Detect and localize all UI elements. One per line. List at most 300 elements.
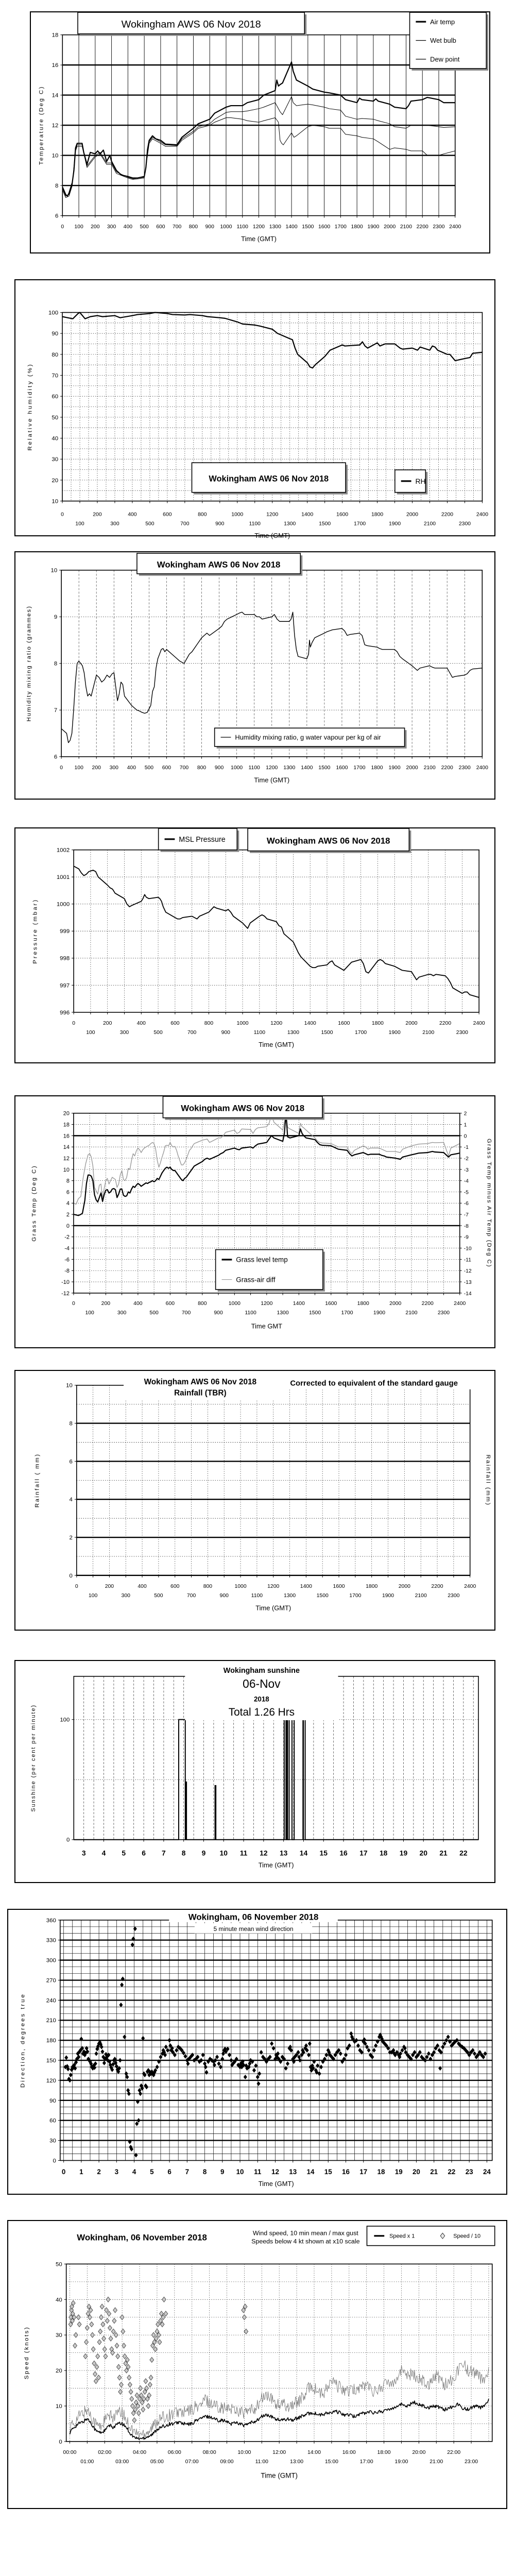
svg-text:23: 23 bbox=[465, 2168, 473, 2176]
svg-text:Air temp: Air temp bbox=[430, 18, 455, 26]
svg-text:07:00: 07:00 bbox=[185, 2459, 199, 2465]
svg-text:Grass Temp (Deg C): Grass Temp (Deg C) bbox=[31, 1164, 38, 1242]
svg-text:200: 200 bbox=[105, 1584, 114, 1590]
svg-text:600: 600 bbox=[162, 765, 171, 771]
svg-text:300: 300 bbox=[121, 1592, 130, 1599]
svg-text:14:00: 14:00 bbox=[307, 2450, 321, 2456]
svg-text:-13: -13 bbox=[464, 1280, 472, 1286]
svg-text:2000: 2000 bbox=[406, 765, 418, 771]
svg-text:Wokingham AWS 06 Nov 2018: Wokingham AWS 06 Nov 2018 bbox=[266, 836, 390, 846]
svg-text:8: 8 bbox=[181, 1849, 186, 1857]
svg-text:Rainfall (TBR): Rainfall (TBR) bbox=[174, 1388, 227, 1398]
svg-text:08:00: 08:00 bbox=[202, 2450, 216, 2456]
svg-text:1600: 1600 bbox=[338, 1021, 350, 1027]
svg-text:6: 6 bbox=[69, 1459, 73, 1465]
svg-text:270: 270 bbox=[46, 1977, 56, 1984]
svg-text:500: 500 bbox=[140, 224, 149, 230]
sunshine-chart bbox=[14, 1660, 495, 1883]
svg-text:2300: 2300 bbox=[458, 765, 471, 771]
svg-text:900: 900 bbox=[214, 1310, 223, 1316]
svg-text:400: 400 bbox=[128, 512, 137, 518]
svg-text:3: 3 bbox=[81, 1849, 86, 1857]
svg-text:12: 12 bbox=[63, 1155, 70, 1162]
svg-text:1400: 1400 bbox=[301, 765, 313, 771]
svg-text:Relative humidity (%): Relative humidity (%) bbox=[27, 363, 33, 451]
svg-text:2300: 2300 bbox=[437, 1310, 450, 1316]
svg-text:10: 10 bbox=[219, 1849, 228, 1857]
svg-text:20: 20 bbox=[56, 2368, 62, 2375]
svg-text:1700: 1700 bbox=[355, 1029, 367, 1036]
svg-text:Rainfall (mm): Rainfall (mm) bbox=[485, 1454, 491, 1506]
svg-text:2100: 2100 bbox=[423, 765, 436, 771]
svg-text:500: 500 bbox=[149, 1310, 159, 1316]
svg-text:1200: 1200 bbox=[252, 224, 265, 230]
svg-text:100: 100 bbox=[75, 521, 84, 527]
svg-text:18: 18 bbox=[63, 1122, 70, 1128]
svg-text:1900: 1900 bbox=[367, 224, 380, 230]
svg-text:1500: 1500 bbox=[321, 1029, 333, 1036]
svg-text:0: 0 bbox=[69, 1572, 73, 1579]
svg-text:-10: -10 bbox=[464, 1246, 472, 1252]
svg-text:1100: 1100 bbox=[253, 1029, 266, 1036]
svg-text:18: 18 bbox=[52, 32, 59, 39]
svg-text:1400: 1400 bbox=[300, 1584, 312, 1590]
svg-text:01:00: 01:00 bbox=[80, 2459, 94, 2465]
svg-text:04:00: 04:00 bbox=[133, 2450, 147, 2456]
svg-text:2400: 2400 bbox=[449, 224, 461, 230]
svg-text:18:00: 18:00 bbox=[377, 2450, 391, 2456]
svg-text:0: 0 bbox=[75, 1584, 78, 1590]
svg-text:Grass-air diff: Grass-air diff bbox=[236, 1276, 276, 1284]
svg-text:Speeds below 4 kt shown at x10: Speeds below 4 kt shown at x10 scale bbox=[251, 2238, 360, 2245]
svg-text:06:00: 06:00 bbox=[167, 2450, 181, 2456]
svg-text:16: 16 bbox=[63, 1133, 70, 1140]
svg-text:1900: 1900 bbox=[388, 765, 401, 771]
svg-text:2100: 2100 bbox=[422, 1029, 435, 1036]
svg-text:700: 700 bbox=[180, 521, 190, 527]
svg-text:-4: -4 bbox=[464, 1178, 469, 1184]
rainfall-chart bbox=[14, 1370, 495, 1631]
svg-text:-7: -7 bbox=[464, 1212, 469, 1218]
svg-text:1000: 1000 bbox=[234, 1584, 247, 1590]
svg-text:8: 8 bbox=[202, 2168, 207, 2176]
svg-text:70: 70 bbox=[52, 372, 59, 379]
svg-text:-9: -9 bbox=[464, 1234, 469, 1241]
svg-text:800: 800 bbox=[204, 1021, 214, 1027]
svg-text:1100: 1100 bbox=[249, 521, 261, 527]
svg-text:-4: -4 bbox=[64, 1245, 70, 1252]
svg-text:-8: -8 bbox=[464, 1223, 469, 1229]
svg-text:600: 600 bbox=[165, 1301, 175, 1307]
svg-text:0: 0 bbox=[72, 1021, 75, 1027]
svg-text:17: 17 bbox=[359, 1849, 368, 1857]
svg-text:600: 600 bbox=[170, 1584, 180, 1590]
svg-text:03:00: 03:00 bbox=[115, 2459, 129, 2465]
svg-text:0: 0 bbox=[61, 2168, 66, 2176]
svg-text:2100: 2100 bbox=[405, 1310, 418, 1316]
svg-text:6: 6 bbox=[142, 1849, 146, 1857]
svg-text:2: 2 bbox=[97, 2168, 101, 2176]
svg-text:4: 4 bbox=[69, 1497, 73, 1503]
svg-text:12: 12 bbox=[271, 2168, 279, 2176]
svg-text:2300: 2300 bbox=[458, 521, 471, 527]
svg-text:2200: 2200 bbox=[431, 1584, 443, 1590]
svg-text:10: 10 bbox=[236, 2168, 244, 2176]
svg-text:13:00: 13:00 bbox=[290, 2459, 304, 2465]
svg-text:0: 0 bbox=[61, 512, 64, 518]
svg-text:500: 500 bbox=[144, 765, 154, 771]
svg-text:200: 200 bbox=[91, 224, 100, 230]
svg-text:-12: -12 bbox=[61, 1290, 70, 1297]
svg-text:-6: -6 bbox=[464, 1201, 469, 1207]
svg-text:700: 700 bbox=[172, 224, 182, 230]
svg-text:500: 500 bbox=[154, 1592, 163, 1599]
svg-text:2400: 2400 bbox=[464, 1584, 476, 1590]
svg-text:100: 100 bbox=[48, 310, 59, 316]
svg-text:05:00: 05:00 bbox=[150, 2459, 164, 2465]
svg-text:Grass Temp minus Air Temp (Deg: Grass Temp minus Air Temp (Deg C) bbox=[486, 1139, 492, 1268]
svg-text:-8: -8 bbox=[64, 1268, 70, 1275]
svg-text:2100: 2100 bbox=[423, 521, 436, 527]
svg-text:1700: 1700 bbox=[354, 521, 366, 527]
svg-text:50: 50 bbox=[52, 414, 59, 421]
svg-text:1300: 1300 bbox=[269, 224, 281, 230]
svg-text:700: 700 bbox=[179, 765, 189, 771]
svg-text:2200: 2200 bbox=[421, 1301, 434, 1307]
svg-text:Speed / 10: Speed / 10 bbox=[453, 2233, 481, 2240]
svg-text:900: 900 bbox=[214, 765, 224, 771]
svg-text:300: 300 bbox=[119, 1029, 129, 1036]
air-temperature-chart bbox=[30, 11, 490, 253]
svg-text:1400: 1400 bbox=[293, 1301, 305, 1307]
svg-text:9: 9 bbox=[201, 1849, 206, 1857]
svg-text:1000: 1000 bbox=[56, 901, 70, 908]
svg-text:4: 4 bbox=[66, 1200, 70, 1207]
svg-text:1800: 1800 bbox=[366, 1584, 378, 1590]
svg-text:20:00: 20:00 bbox=[412, 2450, 426, 2456]
svg-text:Time (GMT): Time (GMT) bbox=[255, 1604, 291, 1612]
wind-speed-chart bbox=[7, 2220, 507, 2509]
svg-text:-2: -2 bbox=[464, 1156, 469, 1162]
svg-text:4: 4 bbox=[101, 1849, 106, 1857]
svg-text:900: 900 bbox=[221, 1029, 230, 1036]
svg-text:300: 300 bbox=[110, 521, 119, 527]
svg-text:2100: 2100 bbox=[400, 224, 413, 230]
svg-text:1000: 1000 bbox=[231, 765, 243, 771]
svg-text:8: 8 bbox=[66, 1178, 70, 1184]
svg-text:200: 200 bbox=[92, 765, 101, 771]
svg-text:330: 330 bbox=[46, 1937, 56, 1944]
svg-text:Time (GMT): Time (GMT) bbox=[241, 235, 277, 243]
svg-text:16: 16 bbox=[52, 62, 59, 69]
svg-text:Wind speed, 10 min mean / max: Wind speed, 10 min mean / max gust bbox=[252, 2229, 358, 2237]
svg-text:4: 4 bbox=[132, 2168, 136, 2176]
svg-text:0: 0 bbox=[59, 2438, 62, 2445]
svg-text:7: 7 bbox=[54, 707, 58, 714]
svg-text:9: 9 bbox=[220, 2168, 225, 2176]
rainfall-plot bbox=[15, 1371, 494, 1630]
svg-text:1900: 1900 bbox=[373, 1310, 386, 1316]
svg-text:1600: 1600 bbox=[333, 1584, 345, 1590]
svg-text:Speed (knots): Speed (knots) bbox=[24, 2326, 30, 2380]
svg-text:800: 800 bbox=[203, 1584, 213, 1590]
svg-text:120: 120 bbox=[46, 2077, 56, 2084]
svg-text:800: 800 bbox=[198, 1301, 207, 1307]
svg-text:1900: 1900 bbox=[388, 1029, 401, 1036]
svg-text:1000: 1000 bbox=[231, 512, 244, 518]
svg-text:1700: 1700 bbox=[349, 1592, 362, 1599]
svg-text:Wokingham, 06 November 2018: Wokingham, 06 November 2018 bbox=[77, 2232, 207, 2243]
svg-text:999: 999 bbox=[60, 928, 70, 935]
svg-text:1000: 1000 bbox=[236, 1021, 249, 1027]
svg-text:2200: 2200 bbox=[439, 1021, 452, 1027]
svg-text:500: 500 bbox=[153, 1029, 163, 1036]
svg-text:Wokingham AWS 06 Nov 2018: Wokingham AWS 06 Nov 2018 bbox=[121, 19, 261, 30]
svg-text:700: 700 bbox=[187, 1029, 197, 1036]
svg-text:900: 900 bbox=[215, 521, 225, 527]
svg-text:7: 7 bbox=[185, 2168, 190, 2176]
svg-text:500: 500 bbox=[145, 521, 154, 527]
svg-text:1800: 1800 bbox=[351, 224, 363, 230]
svg-text:1700: 1700 bbox=[334, 224, 347, 230]
svg-text:0: 0 bbox=[72, 1301, 75, 1307]
svg-text:2300: 2300 bbox=[433, 224, 445, 230]
svg-text:6: 6 bbox=[167, 2168, 171, 2176]
svg-text:1800: 1800 bbox=[371, 1021, 384, 1027]
svg-text:0: 0 bbox=[61, 224, 64, 230]
svg-text:900: 900 bbox=[219, 1592, 229, 1599]
svg-text:1900: 1900 bbox=[382, 1592, 394, 1599]
humidity-mixing-ratio-chart bbox=[14, 551, 495, 800]
svg-text:11:00: 11:00 bbox=[255, 2459, 268, 2465]
svg-text:19: 19 bbox=[394, 2168, 403, 2176]
svg-text:180: 180 bbox=[46, 2038, 56, 2044]
svg-text:16: 16 bbox=[339, 1849, 348, 1857]
svg-text:1300: 1300 bbox=[283, 765, 296, 771]
svg-text:22: 22 bbox=[459, 1849, 468, 1857]
svg-text:100: 100 bbox=[86, 1029, 95, 1036]
svg-text:30: 30 bbox=[52, 456, 59, 463]
svg-text:5: 5 bbox=[150, 2168, 154, 2176]
svg-text:14: 14 bbox=[306, 2168, 315, 2176]
svg-text:400: 400 bbox=[127, 765, 136, 771]
svg-text:2000: 2000 bbox=[406, 512, 419, 518]
svg-text:2000: 2000 bbox=[384, 224, 396, 230]
svg-text:21:00: 21:00 bbox=[430, 2459, 443, 2465]
humidity-mixing-ratio-plot bbox=[15, 552, 494, 799]
svg-text:-11: -11 bbox=[464, 1257, 471, 1263]
air-temperature-plot bbox=[31, 12, 489, 252]
svg-text:10:00: 10:00 bbox=[237, 2450, 251, 2456]
svg-text:09:00: 09:00 bbox=[220, 2459, 234, 2465]
svg-text:2200: 2200 bbox=[441, 765, 453, 771]
svg-text:-3: -3 bbox=[464, 1167, 469, 1173]
svg-text:-6: -6 bbox=[64, 1257, 70, 1263]
svg-text:-10: -10 bbox=[61, 1279, 70, 1286]
msl-pressure-chart bbox=[14, 827, 495, 1063]
svg-text:8: 8 bbox=[69, 1420, 73, 1427]
svg-text:997: 997 bbox=[60, 982, 70, 989]
wind-direction-plot bbox=[8, 1910, 506, 2194]
svg-text:600: 600 bbox=[156, 224, 165, 230]
svg-text:60: 60 bbox=[52, 394, 59, 400]
svg-text:90: 90 bbox=[49, 2097, 56, 2104]
svg-text:1300: 1300 bbox=[283, 1592, 296, 1599]
svg-text:Time (GMT): Time (GMT) bbox=[254, 776, 290, 784]
svg-text:0: 0 bbox=[464, 1133, 467, 1140]
svg-text:Direction, degrees true: Direction, degrees true bbox=[20, 1993, 26, 2088]
svg-text:300: 300 bbox=[107, 224, 116, 230]
grass-temperature-plot bbox=[15, 1096, 494, 1347]
svg-text:300: 300 bbox=[117, 1310, 127, 1316]
svg-text:1500: 1500 bbox=[308, 1310, 321, 1316]
svg-text:Time (GMT): Time (GMT) bbox=[258, 2180, 294, 2188]
svg-text:Wokingham AWS 06 Nov 2018: Wokingham AWS 06 Nov 2018 bbox=[209, 474, 329, 484]
svg-text:90: 90 bbox=[52, 331, 59, 337]
svg-text:200: 200 bbox=[101, 1301, 111, 1307]
svg-text:MSL Pressure: MSL Pressure bbox=[179, 835, 226, 844]
svg-text:-14: -14 bbox=[464, 1291, 472, 1297]
svg-text:0: 0 bbox=[53, 2158, 56, 2164]
svg-text:6: 6 bbox=[55, 213, 59, 219]
svg-text:22:00: 22:00 bbox=[447, 2450, 461, 2456]
svg-text:50: 50 bbox=[56, 2261, 62, 2268]
svg-text:-2: -2 bbox=[64, 1234, 70, 1241]
svg-text:100: 100 bbox=[88, 1592, 98, 1599]
svg-text:360: 360 bbox=[46, 1917, 56, 1924]
svg-text:0: 0 bbox=[60, 765, 63, 771]
svg-text:-5: -5 bbox=[464, 1190, 469, 1196]
svg-text:23:00: 23:00 bbox=[465, 2459, 478, 2465]
svg-text:Rainfall ( mm): Rainfall ( mm) bbox=[34, 1453, 41, 1508]
svg-text:1900: 1900 bbox=[388, 521, 401, 527]
svg-text:10: 10 bbox=[63, 1166, 70, 1173]
svg-text:18: 18 bbox=[379, 1849, 388, 1857]
grass-temperature-chart bbox=[14, 1095, 495, 1348]
relative-humidity-chart bbox=[14, 279, 495, 539]
svg-text:1500: 1500 bbox=[302, 224, 314, 230]
svg-text:300: 300 bbox=[46, 1957, 56, 1964]
svg-text:1800: 1800 bbox=[357, 1301, 369, 1307]
svg-text:1400: 1400 bbox=[285, 224, 298, 230]
svg-text:200: 200 bbox=[93, 512, 102, 518]
svg-text:1200: 1200 bbox=[270, 1021, 283, 1027]
svg-text:40: 40 bbox=[56, 2297, 62, 2303]
svg-text:400: 400 bbox=[136, 1021, 146, 1027]
svg-text:2000: 2000 bbox=[405, 1021, 418, 1027]
svg-text:12: 12 bbox=[260, 1849, 268, 1857]
svg-text:2100: 2100 bbox=[415, 1592, 427, 1599]
svg-text:1100: 1100 bbox=[251, 1592, 263, 1599]
svg-text:1100: 1100 bbox=[236, 224, 248, 230]
svg-text:-1: -1 bbox=[464, 1145, 469, 1151]
svg-text:1002: 1002 bbox=[56, 847, 70, 854]
svg-text:10: 10 bbox=[50, 567, 58, 574]
svg-text:8: 8 bbox=[55, 183, 59, 190]
svg-text:700: 700 bbox=[181, 1310, 191, 1316]
svg-text:400: 400 bbox=[138, 1584, 147, 1590]
svg-text:21: 21 bbox=[439, 1849, 448, 1857]
svg-text:3: 3 bbox=[114, 2168, 119, 2176]
svg-text:996: 996 bbox=[60, 1009, 70, 1016]
svg-text:1001: 1001 bbox=[56, 874, 70, 881]
svg-text:10: 10 bbox=[66, 1382, 73, 1389]
svg-text:998: 998 bbox=[60, 955, 70, 962]
svg-text:1300: 1300 bbox=[284, 521, 296, 527]
svg-text:1500: 1500 bbox=[316, 1592, 329, 1599]
svg-text:30: 30 bbox=[49, 2138, 56, 2144]
svg-text:Wokingham AWS 06 Nov 2018: Wokingham AWS 06 Nov 2018 bbox=[157, 560, 281, 570]
svg-text:1500: 1500 bbox=[319, 521, 331, 527]
svg-text:16:00: 16:00 bbox=[342, 2450, 356, 2456]
svg-text:1200: 1200 bbox=[266, 512, 279, 518]
svg-text:210: 210 bbox=[46, 2018, 56, 2024]
svg-text:00:00: 00:00 bbox=[63, 2450, 77, 2456]
svg-text:1600: 1600 bbox=[336, 765, 348, 771]
svg-text:200: 200 bbox=[103, 1021, 112, 1027]
svg-text:1600: 1600 bbox=[325, 1301, 337, 1307]
svg-text:1100: 1100 bbox=[245, 1310, 256, 1316]
svg-text:06-Nov: 06-Nov bbox=[243, 1676, 281, 1690]
svg-text:17: 17 bbox=[359, 2168, 368, 2176]
svg-text:Humidity mixing ratio (grammes: Humidity mixing ratio (grammes) bbox=[26, 605, 32, 722]
svg-text:2018: 2018 bbox=[254, 1695, 269, 1703]
svg-text:22: 22 bbox=[448, 2168, 456, 2176]
svg-text:Grass level temp: Grass level temp bbox=[236, 1256, 288, 1264]
svg-text:2400: 2400 bbox=[454, 1301, 466, 1307]
wind-direction-chart bbox=[7, 1909, 507, 2195]
sunshine-plot bbox=[15, 1661, 494, 1882]
svg-text:30: 30 bbox=[56, 2332, 62, 2339]
svg-text:13: 13 bbox=[289, 2168, 297, 2176]
msl-pressure-plot bbox=[15, 828, 494, 1062]
svg-text:1200: 1200 bbox=[261, 1301, 273, 1307]
svg-text:100: 100 bbox=[85, 1310, 94, 1316]
svg-text:Time (GMT): Time (GMT) bbox=[258, 1861, 294, 1869]
svg-text:13: 13 bbox=[279, 1849, 288, 1857]
svg-text:600: 600 bbox=[163, 512, 172, 518]
svg-text:12: 12 bbox=[52, 123, 59, 129]
svg-text:15: 15 bbox=[319, 1849, 328, 1857]
svg-text:Sunshine (per cent per minute): Sunshine (per cent per minute) bbox=[30, 1704, 37, 1812]
svg-text:14: 14 bbox=[63, 1144, 70, 1151]
svg-text:2000: 2000 bbox=[398, 1584, 410, 1590]
svg-text:Pressure (mbar): Pressure (mbar) bbox=[32, 898, 39, 964]
svg-text:14: 14 bbox=[52, 92, 59, 99]
svg-text:02:00: 02:00 bbox=[98, 2450, 112, 2456]
svg-text:8: 8 bbox=[54, 660, 58, 667]
svg-text:14: 14 bbox=[299, 1849, 308, 1857]
svg-text:1300: 1300 bbox=[287, 1029, 299, 1036]
svg-text:11: 11 bbox=[254, 2168, 262, 2176]
svg-text:0: 0 bbox=[66, 1223, 70, 1229]
svg-text:18: 18 bbox=[377, 2168, 385, 2176]
svg-text:80: 80 bbox=[52, 351, 59, 358]
svg-text:2200: 2200 bbox=[416, 224, 428, 230]
svg-text:16: 16 bbox=[342, 2168, 350, 2176]
svg-text:20: 20 bbox=[412, 2168, 420, 2176]
svg-text:Time (GMT): Time (GMT) bbox=[259, 1041, 295, 1049]
svg-text:7: 7 bbox=[162, 1849, 166, 1857]
svg-text:Total 1.26 Hrs: Total 1.26 Hrs bbox=[228, 1706, 295, 1719]
svg-text:9: 9 bbox=[54, 614, 58, 621]
svg-text:1: 1 bbox=[464, 1122, 467, 1128]
svg-text:1700: 1700 bbox=[341, 1310, 353, 1316]
svg-text:1300: 1300 bbox=[277, 1310, 289, 1316]
svg-text:2200: 2200 bbox=[441, 512, 454, 518]
svg-text:800: 800 bbox=[198, 512, 207, 518]
svg-text:40: 40 bbox=[52, 435, 59, 442]
